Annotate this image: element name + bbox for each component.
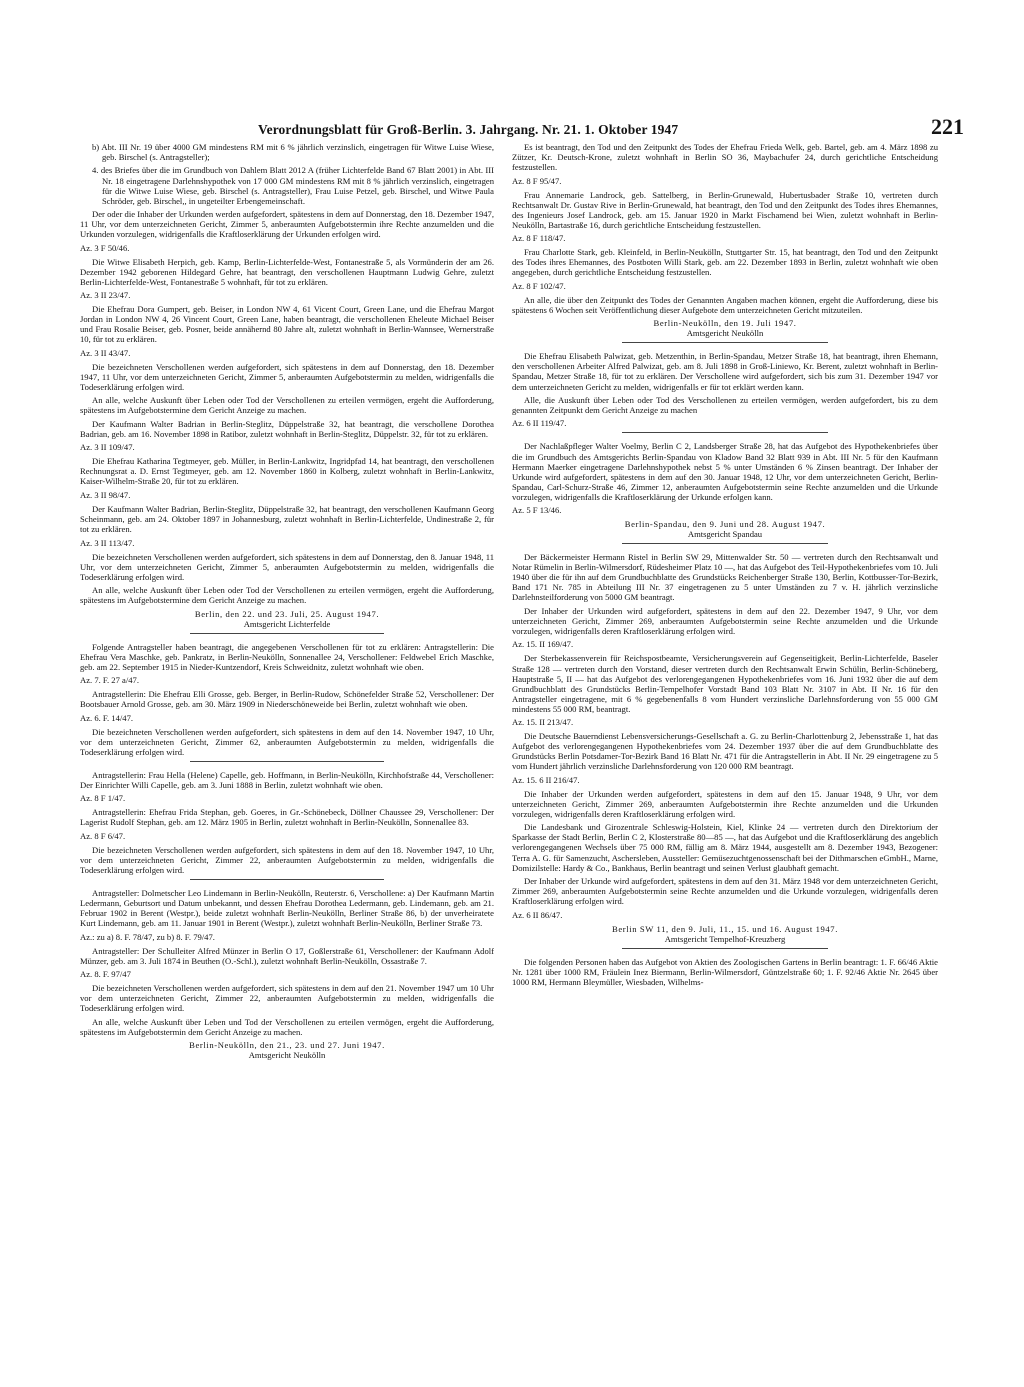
place-date: Berlin-Neukölln, den 21., 23. und 27. Juni 1947. xyxy=(189,1040,385,1051)
case-reference: Az. 3 II 109/47. xyxy=(80,442,135,453)
header-title: Verordnungsblatt für Groß-Berlin. 3. Jahrgang. Nr. 21. 1. Oktober 1947 xyxy=(258,122,679,137)
section-divider xyxy=(190,761,384,762)
case-reference: Az. 8 F 118/47. xyxy=(512,233,566,244)
case-reference: Az. 15. 6 II 216/47. xyxy=(512,774,580,785)
notice-paragraph: Der Kaufmann Walter Badrian in Berlin-Steglitz, Düppelstraße 32, hat beantragt, die verschollene Dorothea Badrian, geb. am 16. November 1898 in Ratibor, zuletzt wohnhaft in Berlin-Steglitz, Düppelstr. 32, für tot zu erklären. xyxy=(80,418,494,439)
case-reference: Az.: zu a) 8. F. 78/47, zu b) 8. F. 79/47. xyxy=(80,931,215,942)
left-column xyxy=(80,142,494,1380)
notice-paragraph: Der Sterbekassenverein für Reichspostbeamte, Versicherungsverein auf Gegenseitigkeit, Berlin-Lichterfelde, Baseler Straße 128 — vertreten durch den Vorstand, dieser vertreten durch den Rechtsanwalt Erwin Schülin, Berlin-Schöneberg, Hauptstraße 5, II — hat das Aufgebot des verlorengegangenen Hypothekenbriefes vom 16. Juni 1932 über die auf dem Grundbuchblatt des Grundstücks Berlin-Tempelhofer Vorstadt Band 103 Blatt Nr. 3107 in Abt. II Nr. 16 für den Antragsteller eingetragene, mit 6 % gegebenenfalls 8 vom Hundert verzinsliche Darlehnsforderung von 55 000 GM mindestens 55 000 RM, beantragt. xyxy=(512,653,938,714)
notice-paragraph: Die Deutsche Bauerndienst Lebensversicherungs-Gesellschaft a. G. zu Berlin-Charlottenburg 2, Jebensstraße 1, hat das Aufgebot des verlorengegangenen Hypothekenbriefes vom 24. Dezember 1937 über die auf dem Grundbuchblatte des Grundstücks Berlin Potsdamer-Tor-Bezirk Band 16 Blatt Nr. 471 für die Antragstellerin in Abt. II Nr. 29 eingetragene zu 5 vom Hundert jährlich verzinsliche Darlehnsforderung von 120 000 RM beantragt. xyxy=(512,731,938,772)
notice-paragraph: Die bezeichneten Verschollenen werden aufgefordert, sich spätestens in dem auf den 14. November 1947, 10 Uhr, vor dem unterzeichneten Gericht, Zimmer 62, anberaumten Aufgebotstermin zu melden, widrigenfalls die Todeserklärung erfolgen wird. xyxy=(80,726,494,757)
case-reference: Az. 6 II 86/47. xyxy=(512,909,563,920)
notice-paragraph: Antragsteller: Dolmetscher Leo Lindemann in Berlin-Neukölln, Reuterstr. 6, Verschollene: a) Der Kaufmann Martin Ledermann, Geburtsort und Datum unbekannt, und dessen Ehefrau Dorothea Ledermann, geb. Lindemann, geb. am 21. Februar 1902 in Berent (Westpr.), beide zuletzt wohnhaft Berlin-Neukölln, Berliner Straße 86, b) der unverheiratete Kurt Lindemann, geb. am 11. Januar 1901 in Berent (Westpr.), zuletzt wohnhaft Berlin-Neukölln, Berliner Straße 73. xyxy=(80,888,494,929)
page-header xyxy=(258,114,964,140)
notice-paragraph: Alle, die Auskunft über Leben oder Tod des Verschollenen zu erteilen vermögen, werden aufgefordert, bis zu dem genannten Zeitpunkt dem Gericht Anzeige zu machen xyxy=(512,394,938,415)
notice-paragraph: An alle, welche Auskunft über Leben oder Tod der Verschollenen zu erteilen vermögen, ergeht die Aufforderung, spätestens im Aufgebotstermine dem Gericht Anzeige zu machen. xyxy=(80,395,494,416)
notice-paragraph: Der oder die Inhaber der Urkunden werden aufgefordert, spätestens in dem auf Donnerstag, den 18. Dezember 1947, 11 Uhr, vor dem unterzeichneten Gericht, Zimmer 5, anberaumten Aufgebotstermin ihre Rechte anzumelden und die Urkunden vorzulegen, widrigenfalls die Kraftloserklärung der Urkunden erfolgen wird. xyxy=(80,209,494,240)
place-date: Berlin SW 11, den 9. Juli, 11., 15. und 16. August 1947. xyxy=(612,923,838,934)
case-reference: Az. 3 II 23/47. xyxy=(80,290,131,301)
notice-paragraph: Der Nachlaßpfleger Walter Voelmy, Berlin C 2, Landsberger Straße 28, hat das Aufgebot des Hypothekenbriefes über die im Grundbuch des Amtsgerichts Berlin-Spandau von Kladow Band 32 Blatt 939 in Abt. III Nr. 5 für den Kaufmann Hermann Maerker eingetragene Darlehnshypothek nebst 5 % unter Umständen 6 % Zinsen beantragt. Der Inhaber der Urkunde wird aufgefordert, spätestens in dem auf den 30. Januar 1948, 12 Uhr, vor dem unterzeichneten Gericht, Berlin-Spandau, Carl-Schurz-Straße 46, Zimmer 12, anberaumten Aufgebotstermin seine Rechte anzumelden und die Urkunde vorzulegen, widrigenfalls die Kraftloserklärung der Urkunde erfolgen kann. xyxy=(512,441,938,502)
section-divider xyxy=(190,879,384,880)
case-reference: Az. 7. F. 27 a/47. xyxy=(80,675,139,686)
notice-paragraph: Antragstellerin: Ehefrau Frida Stephan, geb. Goeres, in Gr.-Schönebeck, Döllner Chaussee 29, Verschollener: Der Lagerist Rudolf Stephan, geb. am 12. März 1905 in Berlin, zuletzt wohnhaft in Berlin-Neukölln, Sonnenallee 83. xyxy=(80,807,494,828)
section-divider xyxy=(622,948,828,949)
notice-paragraph: Antragsteller: Der Schulleiter Alfred Münzer in Berlin O 17, Goßlerstraße 61, Verschollener: der Kaufmann Adolf Münzer, geb. am 3. Juli 1874 in Beuthen (O.-Schl.), zuletzt wohnhaft Berlin-Neukölln, Ossastraße 7. xyxy=(80,945,494,966)
notice-paragraph: An alle, welche Auskunft über Leben und Tod der Verschollenen zu erteilen vermögen, ergeht die Aufforderung, spätestens im Aufgebotstermin dem Gericht Anzeige zu machen. xyxy=(80,1016,494,1037)
case-reference: Az. 8 F 1/47. xyxy=(80,793,126,804)
case-reference: Az. 3 F 50/46. xyxy=(80,242,130,253)
notice-paragraph: Die bezeichneten Verschollenen werden aufgefordert, sich spätestens in dem auf Donnerstag, den 8. Januar 1948, 11 Uhr, vor dem unterzeichneten Gericht, Zimmer 5, anberaumten Aufgebotstermin zu melden, widrigenfalls die Todeserklärung erfolgen wird. xyxy=(80,551,494,582)
notice-paragraph: Die Witwe Elisabeth Herpich, geb. Kamp, Berlin-Lichterfelde-West, Fontanestraße 5, als Vormünderin der am 26. Dezember 1942 geborenen Hildegard Gehre, hat beantragt, den verschollenen Hauptmann Ludwig Gehre, zuletzt Berlin-Lichterfelde-West, Fontanestraße 5 wohnhaft, für tot zu erklären. xyxy=(80,256,494,287)
case-reference: Az. 6 II 119/47. xyxy=(512,418,567,429)
notice-paragraph: Die Ehefrau Dora Gumpert, geb. Beiser, in London NW 4, 61 Vicent Court, Green Lane, und die Ehefrau Margot Jordan in London NW 4, 26 Vincent Court, Green Lane, haben beantragt, die verschollenen Eheleute Michael Beiser und Frau Rosalie Beiser, geb. Posner, beide annähernd 80 Jahre alt, zuletzt wohnhaft in Berlin-Wannsee, Wernerstraße 10, für tot zu erklären. xyxy=(80,304,494,345)
right-column xyxy=(512,142,938,1380)
place-date: Berlin, den 22. und 23. Juli, 25. August 1947. xyxy=(194,608,380,619)
notice-paragraph: Frau Annemarie Landrock, geb. Sattelberg, in Berlin-Grunewald, Hubertusbader Straße 10, vertreten durch Rechtsanwalt Dr. Gustav Rive in Berlin-Grunewald, hat beantragt, den Tod und den Zeitpunkt des Todes ihres Ehemannes, des Ingenieurs Josef Landrock, geb. am 15. Januar 1920 in Markt Fischamend bei Wien, zuletzt wohnhaft in Berlin-Neukölln, Bartastraße 16, durch gerichtliche Entscheidung festzustellen. xyxy=(512,189,938,230)
case-reference: Az. 6. F. 14/47. xyxy=(80,712,134,723)
section-divider xyxy=(190,633,384,634)
notice-paragraph: Die bezeichneten Verschollenen werden aufgefordert, sich spätestens in dem auf den 18. November 1947, 10 Uhr, vor dem unterzeichneten Gericht, Zimmer 22, anberaumten Aufgebotstermin zu melden, widrigenfalls die Todeserklärung erfolgen wird. xyxy=(80,844,494,876)
notice-paragraph: Die folgenden Personen haben das Aufgebot von Aktien des Zoologischen Gartens in Berlin beantragt: 1. F. 66/46 Aktie Nr. 1281 über 1000 RM, Fräulein Inez Biermann, Berlin-Wilmersdorf, Güntzelstraße 60; 1. F. 92/46 Aktie Nr. 2645 über 1000 RM, Hermann Bleymüller, Wiesbaden, Wilhelms- xyxy=(512,956,938,987)
place-date: Berlin-Spandau, den 9. Juni und 28. August 1947. xyxy=(624,519,826,530)
page-number: 221 xyxy=(931,114,964,139)
notice-paragraph: An alle, die über den Zeitpunkt des Todes der Genannten Angaben machen können, ergeht die Aufforderung, diese bis spätestens 6 Wochen seit Veröffentlichung dieser Aufgebote dem unterzeichneten Gericht mitzuteilen. xyxy=(512,294,938,315)
case-reference: Az. 8 F 6/47. xyxy=(80,830,126,841)
notice-paragraph: Die bezeichneten Verschollenen werden aufgefordert, sich spätestens in dem auf den 21. November 1947 um 10 Uhr vor dem unterzeichneten Gericht, Zimmer 22, anberaumten Aufgebotstermin zu melden, widrigenfalls die Todeserklärung erfolgen wird. xyxy=(80,983,494,1014)
notice-paragraph: Die Landesbank und Girozentrale Schleswig-Holstein, Kiel, Klinke 24 — vertreten durch den Direktorium der Sparkasse der Stadt Berlin, Berlin C 2, Klosterstraße 80—85 —, hat das Aufgebot und die Kraftloserklärung des angeblich verlorengegangenen Wechsels über 75 000 RM, fällig am 8. März 1944, ausgestellt am 8. Dezember 1943, Bezogener: Terra A. G. für Samenzucht, Aschersleben, Aussteller: Gemüsezuchtgenossenschaft bei der Dithmarschen eGmbH., Marne, Domizilstelle: Hardy & Co., Bankhaus, Berlin beantragt und seinen Verlust glaubhaft gemacht. xyxy=(512,822,938,873)
court-name: Amtsgericht Neukölln xyxy=(248,1050,326,1061)
case-reference: Az. 8 F 102/47. xyxy=(512,280,566,291)
list-item: 4. des Briefes über die im Grundbuch von Dahlem Blatt 2012 A (früher Lichterfelde Band 67 Blatt 2001) in Abt. III Nr. 18 eingetragene Darlehnshypothek von 17 000 GM mindestens RM mit 8 % jährlich verzinslich, eingetragen für die Witwe Luise Wiese, geb. Birschel (s. Antragsteller), Frau Luise Petzel, geb. Birschel, und Witwe Paula Schröder, geb. Birschel,, in ungeteilter Erbengemeinschaft. xyxy=(92,165,494,206)
case-reference: Az. 15. II 169/47. xyxy=(512,639,574,650)
court-name: Amtsgericht Tempelhof-Kreuzberg xyxy=(664,933,786,944)
case-reference: Az. 15. II 213/47. xyxy=(512,717,574,728)
notice-paragraph: Die Ehefrau Katharina Tegtmeyer, geb. Müller, in Berlin-Lankwitz, Ingridpfad 14, hat beantragt, den verschollenen Rechnungsrat a. D. Ernst Tegtmeyer, geb. am 12. November 1860 in Kolberg, zuletzt wohnhaft in Berlin-Lankwitz, Kaiser-Wilhelm-Straße 20, für tot zu erklären. xyxy=(80,456,494,487)
notice-paragraph: Die Inhaber der Urkunden werden aufgefordert, spätestens in dem auf den 15. Januar 1948, 9 Uhr, vor dem unterzeichneten Gericht, Zimmer 269, anberaumten Aufgebotstermin ihre Rechte anzumelden und die Urkunden vorzulegen, widrigenfalls deren Kraftloserklärung erfolgen wird. xyxy=(512,788,938,819)
notice-paragraph: An alle, welche Auskunft über Leben oder Tod der Verschollenen zu erteilen vermögen, ergeht die Aufforderung, spätestens im Aufgebotstermine dem Gericht Anzeige zu machen. xyxy=(80,585,494,606)
notice-paragraph: Der Bäckermeister Hermann Ristel in Berlin SW 29, Mittenwalder Str. 50 — vertreten durch den Rechtsanwalt und Notar Rümelin in Berlin-Wilmersdorf, Rüdesheimer Platz 10 —, hat das Aufgebot des Teil-Hypothekenbriefes vom 10. Juli 1940 über die für ihn auf dem Grundbuchblatte des Grundstücks Reichenberger Straße 130, Berlin, Kottbusser-Tor-Bezirk, Band 171 Nr. 785 in Abteilung III Nr. 37 eingetragenen zu 5 unter Umständen zu 7 v. H. jährlich verzinsliche Darlehnsteilforderung von 5000 GM beantragt. xyxy=(512,552,938,603)
case-reference: Az. 3 II 43/47. xyxy=(80,347,131,358)
notice-paragraph: Es ist beantragt, den Tod und den Zeitpunkt des Todes der Ehefrau Frieda Welk, geb. Bartel, geb. am 4. März 1898 zu Zützer, Kr. Deutsch-Krone, zuletzt wohnhaft in Berlin SO 36, Maybachufer 24, durch gerichtliche Entscheidung festzustellen. xyxy=(512,142,938,173)
notice-paragraph: Der Inhaber der Urkunde wird aufgefordert, spätestens in dem auf den 31. März 1948 vor dem unterzeichneten Gericht, Zimmer 269, anberaumten Aufgebotstermin seine Rechte anzumelden und die Urkunde vorzulegen, widrigenfalls deren Kraftloserklärung erfolgen wird. xyxy=(512,875,938,907)
case-reference: Az. 5 F 13/46. xyxy=(512,505,562,516)
notice-paragraph: Die bezeichneten Verschollenen werden aufgefordert, sich spätestens in dem auf Donnerstag, den 18. Dezember 1947, 11 Uhr, vor dem unterzeichneten Gericht, Zimmer 5, anberaumten Aufgebotstermin zu melden, widrigenfalls die Todeserklärung erfolgen wird. xyxy=(80,361,494,392)
section-divider xyxy=(622,543,828,544)
notice-paragraph: Der Inhaber der Urkunden wird aufgefordert, spätestens in dem auf den 22. Dezember 1947, 9 Uhr, vor dem unterzeichneten Gericht, Zimmer 269, anberaumten Aufgebotstermin seine Rechte anzumelden und die Urkunde vorzulegen, widrigenfalls deren Kraftloserklärung erfolgen wird. xyxy=(512,605,938,636)
place-date: Berlin-Neukölln, den 19. Juli 1947. xyxy=(653,318,797,329)
notice-paragraph: Folgende Antragsteller haben beantragt, die angegebenen Verschollenen für tot zu erklären: Antragstellerin: Die Ehefrau Vera Maschke, geb. Pankratz, in Berlin-Neukölln, Sonnenallee 24, Verschollener: Feldwebel Erich Maschke, geb. am 22. September 1915 in Nieder-Kuntzendorf, Kreis Schweidnitz, zuletzt wohnhaft wie oben. xyxy=(80,641,494,672)
list-item: b) Abt. III Nr. 19 über 4000 GM mindestens RM mit 6 % jährlich verzinslich, eingetragen für Witwe Luise Wiese, geb. Birschel (s. Antragsteller); xyxy=(92,142,494,163)
case-reference: Az. 3 II 113/47. xyxy=(80,537,135,548)
court-name: Amtsgericht Spandau xyxy=(687,529,763,540)
notice-paragraph: Antragstellerin: Frau Hella (Helene) Capelle, geb. Hoffmann, in Berlin-Neukölln, Kirchhofstraße 44, Verschollener: Der Einrichter Willi Capelle, geb. am 3. Juni 1888 in Berlin, zuletzt wohnhaft wie oben. xyxy=(80,769,494,790)
case-reference: Az. 8 F 95/47. xyxy=(512,175,562,186)
court-name: Amtsgericht Neukölln xyxy=(686,328,764,339)
case-reference: Az. 8. F. 97/47 xyxy=(80,969,131,980)
section-divider xyxy=(622,342,828,343)
section-divider xyxy=(622,432,828,433)
court-name: Amtsgericht Lichterfelde xyxy=(243,618,331,629)
notice-paragraph: Frau Charlotte Stark, geb. Kleinfeld, in Berlin-Neukölln, Stuttgarter Str. 15, hat beantragt, den Tod und den Zeitpunkt des Todes ihres Ehemannes, des Postboten Willi Stark, geb. am 22. Dezember 1893 in Berlin, zuletzt wohnhaft wie oben angegeben, durch gerichtliche Entscheidung festzustellen. xyxy=(512,247,938,278)
notice-paragraph: Der Kaufmann Walter Badrian, Berlin-Steglitz, Düppelstraße 32, hat beantragt, den verschollenen Kaufmann Georg Scheinmann, geb. am 24. Oktober 1897 in Johannesburg, zuletzt wohnhaft in Berlin-Lichterfelde, Undinestraße 2, für tot zu erklären. xyxy=(80,503,494,535)
notice-paragraph: Antragstellerin: Die Ehefrau Elli Grosse, geb. Berger, in Berlin-Rudow, Schönefelder Straße 52, Verschollener: Der Bootsbauer Arnold Grosse, geb. am 30. März 1909 in Niederschöneweide bei Berlin, zuletzt wohnhaft wie oben. xyxy=(80,689,494,710)
case-reference: Az. 3 II 98/47. xyxy=(80,489,131,500)
notice-paragraph: Die Ehefrau Elisabeth Palwizat, geb. Metzenthin, in Berlin-Spandau, Metzer Straße 18, hat beantragt, ihren Ehemann, den verschollenen Arbeiter Alfred Palwizat, geb. am 8. Juli 1898 in Groß-Liniewo, Kr. Berent, zuletzt wohnhaft in Berlin-Spandau, Metzer Straße 18, für tot zu erklären. Der Verschollene wird aufgefordert, sich bis zum 31. Dezember 1947 vor dem unterzeichneten Gericht zu melden, widrigenfalls er für tot erklärt werden kann. xyxy=(512,351,938,392)
